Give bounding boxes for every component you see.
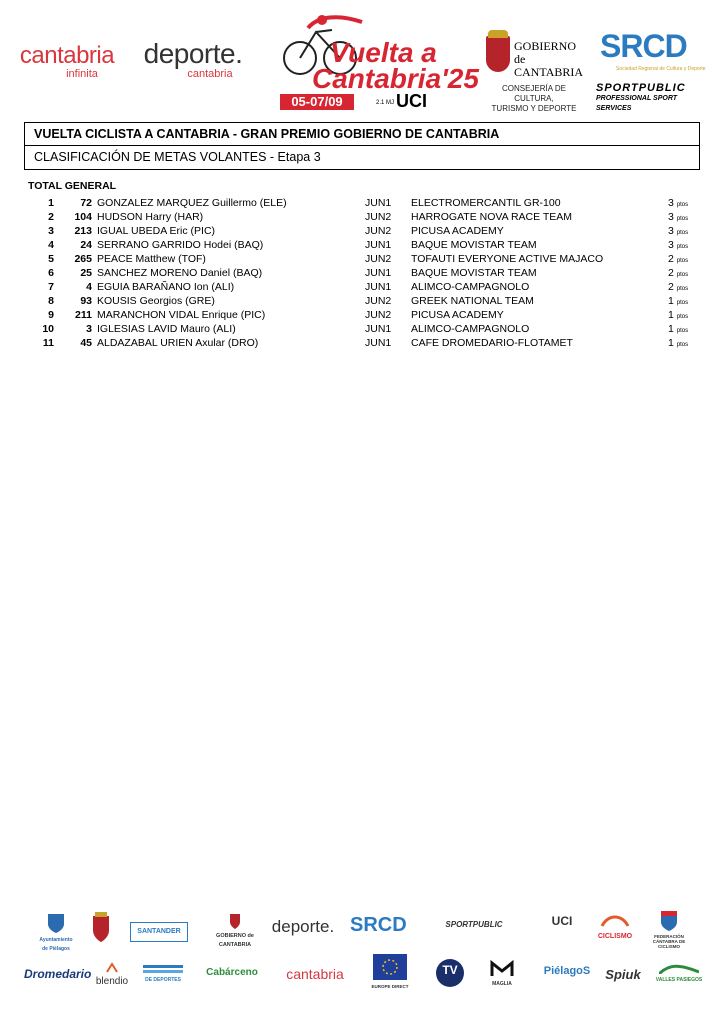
dorsal-cell: 211 [75,309,92,321]
category-cell: JUN2 [365,211,392,223]
sponsor-name: deporte. [271,917,335,936]
team-cell: ELECTROMERCANTIL GR-100 [411,197,561,209]
vuelta-dates: 05-07/09 [280,94,354,110]
dorsal-cell: 72 [80,197,92,209]
team-cell: BAQUE MOVISTAR TEAM [411,239,537,251]
sponsor-name: FEDERACIÓN CÁNTABRA DE CICLISMO [652,934,686,949]
stripes-icon [143,964,183,974]
srcd-logo [598,28,708,74]
table-row [0,294,724,308]
valles-pasiegos-logo [654,964,704,985]
sponsor-name: MAGLIA [492,981,512,987]
gobierno-footer-logo [206,912,264,950]
federacion-logo [644,910,694,949]
rider-name-cell: SERRANO GARRIDO Hodei (BAQ) [97,239,264,251]
position-cell: 4 [48,239,54,251]
rider-name-cell: MARANCHON VIDAL Enrique (PIC) [97,309,266,321]
rider-name-cell: HUDSON Harry (HAR) [97,211,204,223]
subtitle-box [24,145,700,170]
category-cell: JUN2 [365,295,392,307]
category-cell: JUN2 [365,253,392,265]
sportpublic-subtext: PROFESSIONAL SPORT SERVICES [596,95,678,112]
spiuk-logo [598,968,648,982]
instituto-deportes-logo [142,964,184,985]
points-value: 1 [668,323,674,335]
points-unit: ptos [676,300,689,306]
position-cell: 7 [48,281,54,293]
points-value: 1 [668,337,674,349]
category-cell: JUN1 [365,239,392,251]
table-row [0,238,724,252]
category-cell: JUN2 [365,225,392,237]
points-value: 2 [668,267,674,279]
team-cell: ALIMCO-CAMPAGNOLO [411,323,530,335]
ciclismo-logo [592,912,638,941]
sponsor-name: PiélagoS [543,965,591,977]
uci-logo: UCI [396,91,427,111]
shield-icon [229,912,241,930]
dorsal-cell: 25 [80,267,92,279]
sponsor-name: cantabria [286,966,344,982]
consejeria-line1: CONSEJERÍA DE CULTURA, [501,84,566,103]
gobierno-text [514,40,583,79]
table-row [0,280,724,294]
position-cell: 5 [48,253,54,265]
dorsal-cell: 45 [80,337,92,349]
logo-text: cantabria [19,42,115,69]
points-value: 2 [668,253,674,265]
deporte-cantabria-logo [134,40,252,80]
pielagos-logo [36,912,76,954]
points-unit: ptos [676,244,689,250]
points-unit: ptos [676,216,689,222]
sponsor-name: GOBIERNO de CANTABRIA [216,933,254,948]
table-row [0,224,724,238]
category-cell: JUN1 [365,197,392,209]
dorsal-cell: 4 [86,281,92,293]
rider-name-cell: IGUAL UBEDA Eric (PIC) [97,225,216,237]
points-value: 3 [668,225,674,237]
gobierno-cantabria-logo [482,30,586,113]
title-box [24,122,700,146]
position-cell: 6 [48,267,54,279]
document-subtitle: CLASIFICACIÓN DE METAS VOLANTES - Etapa 3 [34,150,321,164]
rider-name-cell: GONZALEZ MARQUEZ Guillermo (ELE) [97,197,287,209]
sponsor-name: Cabárceno [206,967,258,978]
cantabria-footer-logo [280,966,350,982]
cabarceno-logo [198,966,266,980]
points-value: 3 [668,197,674,209]
position-cell: 2 [48,211,54,223]
sponsor-name: TV [442,963,458,977]
europe-direct-logo [370,954,410,991]
team-cell: HARROGATE NOVA RACE TEAM [411,211,573,223]
table-row [0,196,724,210]
position-cell: 10 [42,323,54,335]
maglia-logo [484,960,520,989]
vuelta-title-line1: Vuelta a [330,37,437,68]
dorsal-cell: 24 [80,239,92,251]
crown-icon [488,30,508,38]
santander-logo [130,922,188,942]
points-unit: ptos [676,258,689,264]
gobierno-line1: GOBIERNO [514,39,576,53]
points-unit: ptos [676,314,689,320]
document-title: VUELTA CICLISTA A CANTABRIA - GRAN PREMIO GOBIERNO DE CANTABRIA [34,127,500,141]
points-value: 2 [668,281,674,293]
category-cell: JUN1 [365,323,392,335]
sponsor-name: DE DEPORTES [145,977,181,983]
coat-of-arms-icon [486,36,510,72]
sponsor-name: Spiuk [605,967,641,982]
sponsor-name: EUROPE DIRECT [371,984,409,989]
position-cell: 1 [48,197,54,209]
category-cell: JUN2 [365,309,392,321]
table-row [0,266,724,280]
sponsor-name: SANTANDER [137,928,181,935]
team-cell: TOFAUTI EVERYONE ACTIVE MAJACO [411,253,604,265]
position-cell: 8 [48,295,54,307]
points-value: 1 [668,309,674,321]
points-unit: ptos [676,202,689,208]
sportpublic-logo [596,82,710,112]
wheel-swoosh-icon [600,912,630,930]
table-row [0,252,724,266]
vuelta-cantabria-logo [278,10,479,111]
team-cell: ALIMCO-CAMPAGNOLO [411,281,530,293]
points-value: 1 [668,295,674,307]
gobierno-line3: CANTABRIA [514,65,584,79]
logo-subtext: infinita [66,68,98,80]
eu-flag-icon [373,954,407,980]
pielagos-footer-logo [538,962,596,980]
sponsor-name: Dromedario [24,967,92,981]
shield-icon [660,910,678,932]
shield-icon [91,912,111,944]
sportpublic-footer-logo [428,920,520,929]
team-cell: PICUSA ACADEMY [411,309,504,321]
sponsor-name: VALLES PASIEGOS [655,977,703,983]
sponsor-name: SRCD [350,914,407,936]
blendio-logo [90,962,134,987]
rider-name-cell: EGUIA BARAÑANO Ion (ALI) [97,281,235,293]
dorsal-cell: 213 [74,225,92,237]
team-cell: PICUSA ACADEMY [411,225,504,237]
rider-name-cell: SANCHEZ MORENO Daniel (BAQ) [97,267,263,279]
table-row [0,210,724,224]
dorsal-cell: 265 [74,253,92,265]
dorsal-cell: 3 [86,323,92,335]
deporte-footer-logo [268,918,338,936]
sponsor-name: CICLISMO [597,933,633,940]
sponsor-name: blendio [95,976,129,987]
section-heading: TOTAL GENERAL [28,180,117,192]
consejeria-text [482,84,586,114]
points-unit: ptos [676,272,689,278]
rider-name-cell: KOUSIS Georgios (GRE) [97,295,215,307]
points-unit: ptos [676,342,689,348]
position-cell: 11 [42,337,54,349]
category-cell: JUN1 [365,281,392,293]
sportpublic-text: SPORTPUBLIC [596,82,686,94]
team-cell: GREEK NATIONAL TEAM [411,295,534,307]
maglia-m-icon [489,960,515,978]
points-unit: ptos [676,230,689,236]
srcd-subtext: Sociedad Regional de Cultura y Deporte [616,66,706,72]
tv-logo [432,958,468,990]
dromedario-logo [24,966,92,982]
table-row [0,308,724,322]
uci-footer-logo [542,914,582,928]
hills-icon [659,964,699,974]
points-value: 3 [668,211,674,223]
blendio-mark-icon [105,962,119,974]
points-value: 3 [668,239,674,251]
category-cell: JUN1 [365,267,392,279]
dorsal-cell: 104 [74,211,92,223]
rider-name-cell: PEACE Matthew (TOF) [97,253,206,265]
vuelta-category: 2.1 MJ [376,100,395,106]
srcd-footer-logo [350,914,406,936]
gobierno-line2: de [514,52,526,66]
points-unit: ptos [676,286,689,292]
position-cell: 9 [48,309,54,321]
municipal-shield-logo [90,912,112,946]
rider-name-cell: IGLESIAS LAVID Mauro (ALI) [97,323,236,335]
position-cell: 3 [48,225,54,237]
logo-subtext: cantabria [187,68,233,80]
dorsal-cell: 93 [80,295,92,307]
sponsor-name: UCI [551,914,573,928]
points-unit: ptos [676,328,689,334]
sponsor-name: SPORTPUBLIC [445,920,503,929]
cantabria-infinita-logo [14,44,120,80]
category-cell: JUN1 [365,337,392,349]
sponsor-name: Ayuntamiento de Piélagos [39,937,73,952]
team-cell: BAQUE MOVISTAR TEAM [411,267,537,279]
team-cell: CAFE DROMEDARIO-FLOTAMET [411,337,573,349]
points-cell [668,336,688,352]
coat-of-arms-icon [46,912,66,934]
table-row [0,336,724,350]
consejeria-line2: TURISMO Y DEPORTE [491,104,577,113]
logo-text: deporte. [143,38,243,69]
table-row [0,322,724,336]
vuelta-title-line2: Cantabria'25 [312,63,479,94]
srcd-text: SRCD [600,28,687,64]
rider-name-cell: ALDAZABAL URIEN Axular (DRO) [97,337,259,349]
